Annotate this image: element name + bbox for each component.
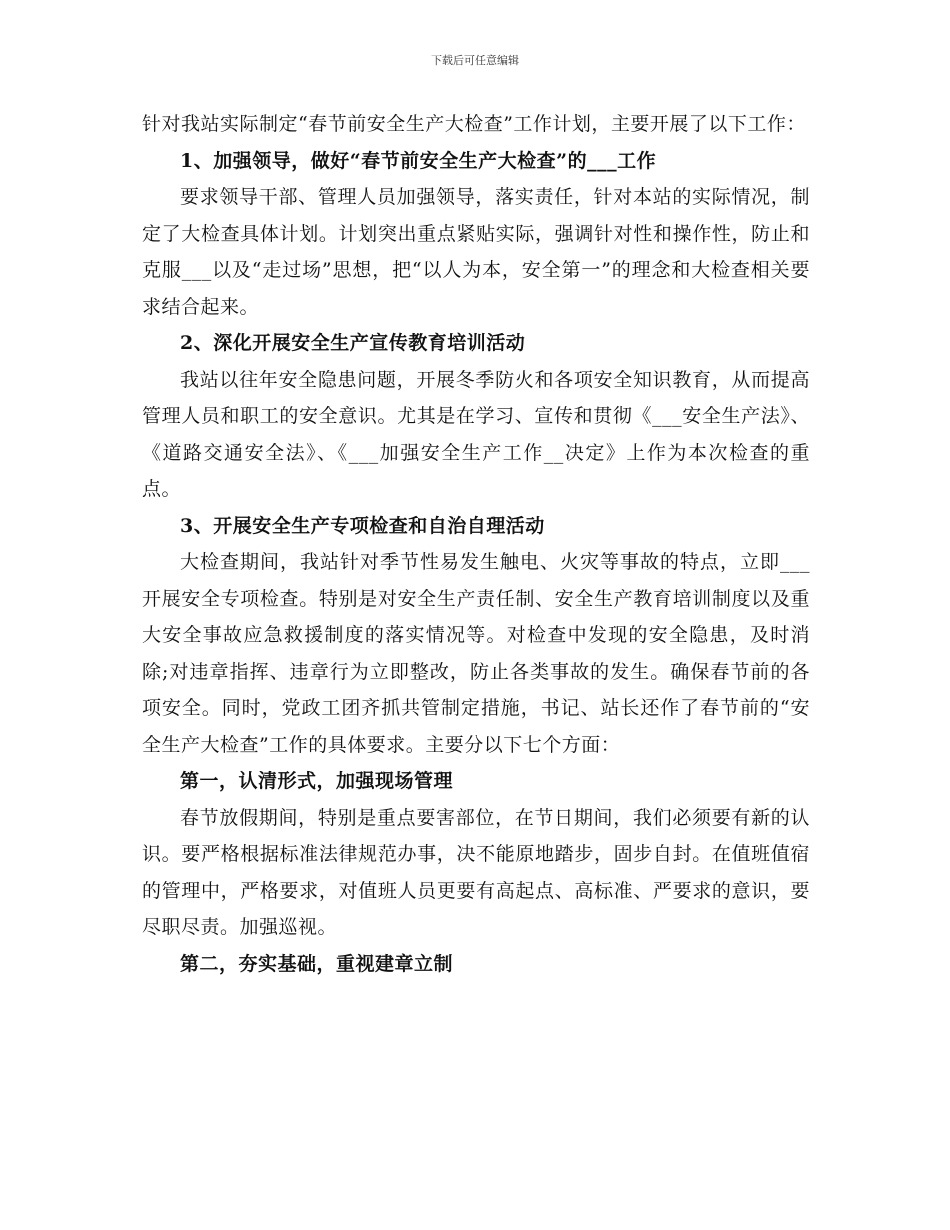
subsection-heading-second: 第二，夯实基础，重视建章立制 — [180, 952, 454, 975]
subsection-body-first: 春节放假期间，特别是重点要害部位，在节日期间，我们必须要有新的认识。要严格根据标准法律规范办事，决不能原地踏步，固步自封。在值班值宿的管理中，严格要求，对值班人员更要有高起点、高标准、严要求的意识，要尽职尽责。加强巡视。 — [142, 806, 810, 938]
intro-paragraph: 针对我站实际制定“春节前安全生产大检查”工作计划，主要开展了以下工作： — [142, 113, 806, 135]
section-heading-1: 1、加强领导，做好“春节前安全生产大检查”的___工作 — [180, 149, 657, 172]
section-body-1: 要求领导干部、管理人员加强领导，落实责任，针对本站的实际情况，制定了大检查具体计划。计划突出重点紧贴实际，强调针对性和操作性，防止和克服___以及“走过场”思想，把“以人为本，安全第一”的理念和大检查相关要求结合起来。 — [142, 186, 810, 318]
document-body — [142, 106, 810, 982]
section-body-3: 大检查期间，我站针对季节性易发生触电、火灾等事故的特点，立即___开展安全专项检查。特别是对安全生产责任制、安全生产教育培训制度以及重大安全事故应急救援制度的落实情况等。对检查中发现的安全隐患，及时消除;对违章指挥、违章行为立即整改，防止各类事故的发生。确保春节前的各项安全。同时，党政工团齐抓共管制定措施，书记、站长还作了春节前的“安全生产大检查”工作的具体要求。主要分以下七个方面： — [142, 551, 810, 756]
subsection-heading-first: 第一，认清形式，加强现场管理 — [180, 770, 454, 792]
page-header: 下载后可任意编辑 — [431, 54, 519, 67]
section-body-2: 我站以往年安全隐患问题，开展冬季防火和各项安全知识教育，从而提高管理人员和职工的安全意识。尤其是在学习、宣传和贯彻《___安全生产法》、《道路交通安全法》、《___加强安全生产工作__决定》上作为本次检查的重点。 — [142, 368, 810, 500]
section-heading-2: 2、深化开展安全生产宣传教育培训活动 — [180, 332, 526, 354]
section-heading-3: 3、开展安全生产专项检查和自治自理活动 — [180, 514, 545, 537]
